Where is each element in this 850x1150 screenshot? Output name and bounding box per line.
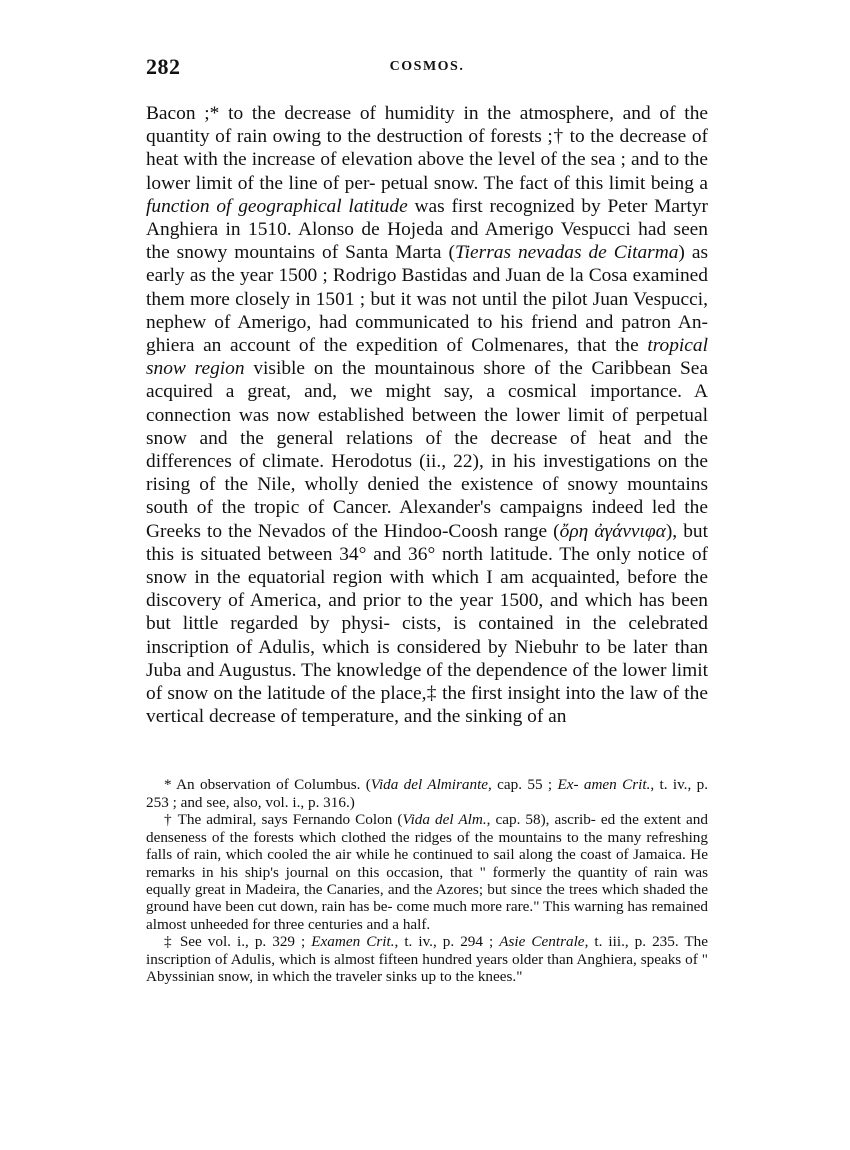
main-text [146, 102, 708, 728]
text-run: ) as early as the year 1500 ; Rodrigo Bastidas and Juan de la Cosa examined them more closely in 1501 ; but it was not until the pilot Juan Vespucci, nephew of Amerigo, had communicated to his friend and patron An- ghiera an account of the expedition of Colmenares, that the [146, 242, 708, 357]
body-paragraph [146, 102, 708, 728]
footnote-3 [146, 933, 708, 985]
italic-text: Tierras nevadas de Citarma [454, 242, 679, 264]
italic-text: Examen Crit. [311, 933, 395, 951]
book-page [146, 54, 708, 985]
text-run: , cap. 55 ; [488, 776, 558, 794]
text-run: ‡ See vol. i., p. 329 ; [164, 933, 312, 951]
text-run: , cap. 58), ascrib- ed the extent and denseness of the forests which clothed the ridges of the mountains to the many refreshing falls of rain, which cooled the air while he continued to sail along the coast of Jamaica. He remarks in his ship's journal on this occasion, that " formerly the quantity of rain was equally great in Madeira, the Canaries, and the Azores; but since the trees which shaded the ground have been cut down, rain has be- come much more rare." This warning has remained almost unheeded for three centuries and a half. [146, 811, 708, 933]
italic-text: Ex- amen Crit. [557, 776, 651, 794]
text-run: , t. iv., p. 253 ; and see, also, vol. i., p. 316.) [146, 776, 708, 811]
italic-text: Vida del Alm. [402, 811, 487, 829]
page-header [146, 54, 708, 90]
italic-text: Asie Centrale [499, 933, 585, 951]
footnote-2 [146, 811, 708, 933]
text-run: Bacon ;* to the decrease of humidity in the atmosphere, and of the quantity of rain owing to the destruction of forests ;† to the decrease of heat with the increase of elevation above the level of the sea ; and to the lower limit of the line of per- petual snow. The fact of this limit being a [146, 103, 708, 194]
text-run: was first recognized by Peter Martyr Anghiera in 1510. Alonso de Hojeda and Amerigo Vespucci had seen the snowy mountains of Santa Marta ( [146, 195, 709, 264]
text-run: , t. iv., p. 294 ; [394, 933, 500, 951]
italic-text: tropical snow region [146, 335, 708, 380]
text-run: , t. iii., p. 235. The inscription of Adulis, which is almost fifteen hundred years older than Anghiera, speaks of " Abyssinian snow, in which the traveler sinks up to the knees." [146, 933, 709, 985]
italic-text: Vida del Almirante [370, 776, 489, 794]
footnotes [146, 776, 708, 985]
italic-text: function of geographical latitude [146, 195, 408, 217]
text-run: * An observation of Columbus. ( [164, 776, 371, 794]
page-number: 282 [146, 54, 181, 79]
text-run: visible on the mountainous shore of the Caribbean Sea acquired a great, and, we might say, a cosmical importance. A connection was now established between the lower limit of perpetual snow and the general relations of the decrease of heat and the differences of climate. Herodotus (ii., 22), in his investigations on the rising of the Nile, wholly denied the existence of snowy mountains south of the tropic of Cancer. Alexander's campaigns indeed led the Greeks to the Nevados of the Hindoo-Coosh range ( [146, 358, 709, 542]
text-run: † The admiral, says Fernando Colon ( [164, 811, 403, 829]
text-run: ), but this is situated between 34° and 36° north latitude. The only notice of snow in the equatorial region with which I am acquainted, before the discovery of America, and prior to the year 1500, and which has been but little regarded by physi- cists, is contained in the celebrated inscription of Adulis, which is considered by Niebuhr to be later than Juba and Augustus. The knowledge of the dependence of the lower limit of snow on the latitude of the place,‡ the first insight into the law of the vertical decrease of temperature, and the sinking of an [146, 520, 708, 728]
running-title: COSMOS. [389, 59, 465, 74]
italic-text: ὄρη ἀγάννιφα [559, 520, 666, 542]
footnote-1 [146, 776, 708, 811]
